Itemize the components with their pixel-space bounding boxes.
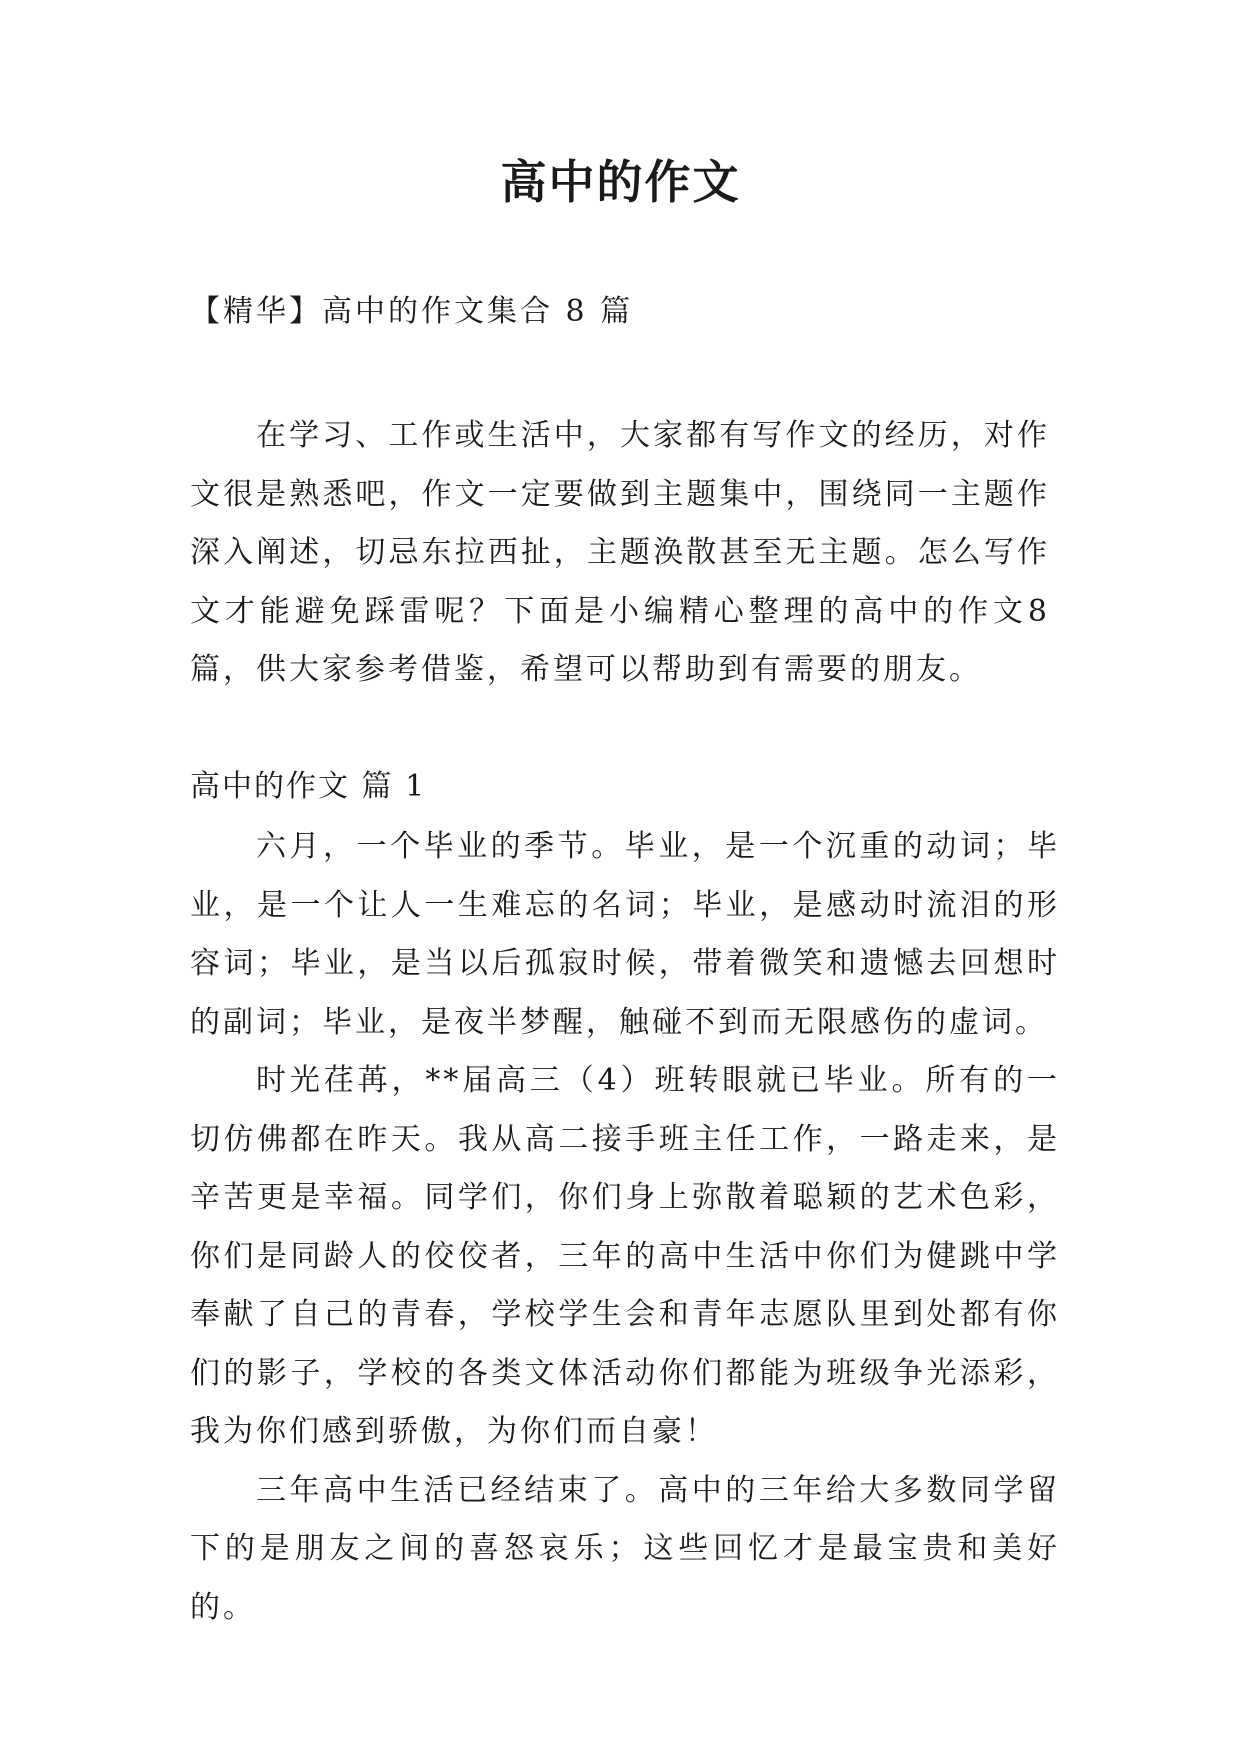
body-paragraph-3: 三年高中生活已经结束了。高中的三年给大多数同学留下的是朋友之间的喜怒哀乐；这些回忆才是最宝贵和美好的。 — [190, 1472, 1060, 1625]
body-paragraph-1: 六月，一个毕业的季节。毕业，是一个沉重的动词；毕业，是一个让人一生难忘的名词；毕业，是感动时流泪的形容词；毕业，是当以后孤寂时候，带着微笑和遗憾去回想时的副词；毕业，是夜半梦醒，触碰不到而无限感伤的虚词。 — [190, 829, 1060, 1040]
body-paragraph-2: 时光荏苒，**届高三（4）班转眼就已毕业。所有的一切仿佛都在昨天。我从高二接手班主任工作，一路走来，是辛苦更是幸福。同学们，你们身上弥散着聪颖的艺术色彩，你们是同龄人的佼佼者，三年的高中生活中你们为健跳中学奉献了自己的青春，学校学生会和青年志愿队里到处都有你们的影子，学校的各类文体活动你们都能为班级争光添彩，我为你们感到骄傲，为你们而自豪！ — [190, 1063, 1060, 1449]
document-title: 高中的作文 — [500, 155, 741, 209]
section-heading: 高中的作文 篇 1 — [190, 769, 427, 804]
intro-paragraph: 在学习、工作或生活中，大家都有写作文的经历，对作文很是熟悉吧，作文一定要做到主题集中，围绕同一主题作深入阐述，切忌东拉西扯，主题涣散甚至无主题。怎么写作文才能避免踩雷呢？下面是小编精心整理的高中的作文8篇，供大家参考借鉴，希望可以帮助到有需要的朋友。 — [190, 418, 1050, 687]
document-subtitle: 【精华】高中的作文集合 8 篇 — [190, 294, 634, 329]
section-body — [190, 818, 1060, 1637]
